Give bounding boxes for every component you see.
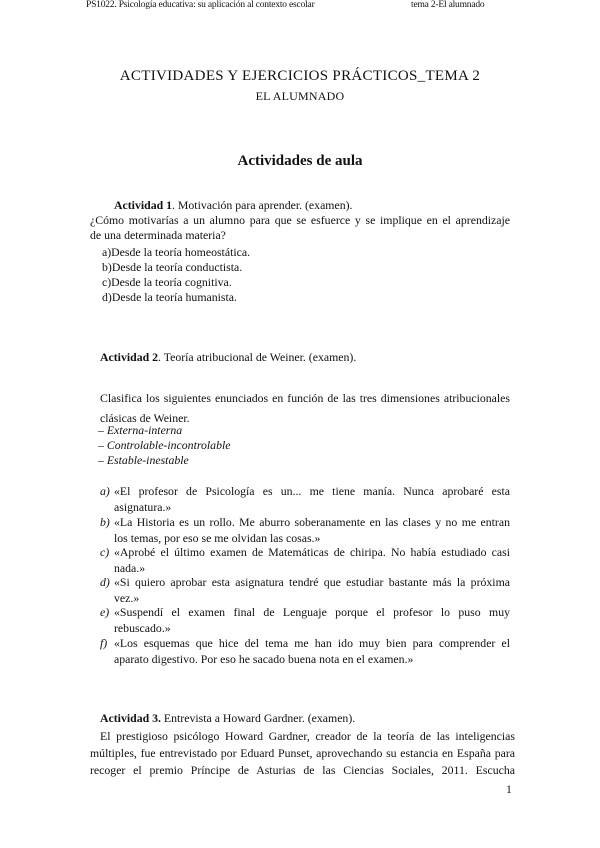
section-title: Actividades de aula (237, 153, 363, 169)
activity-3-paragraph (90, 728, 515, 779)
activity-2-intro (100, 388, 510, 428)
statement-line: «Aprobé el último examen de Matemáticas de chiripa. No había estudiado casi (114, 545, 510, 559)
activity-1-question-line: de una determinada materia? (90, 228, 226, 242)
statement-label: d) (100, 575, 110, 589)
activity-1-label: Actividad 1 (114, 198, 173, 212)
statement-label: f) (100, 636, 108, 650)
statement-item (114, 544, 510, 576)
paragraph-line: El prestigioso psicólogo Howard Gardner, creador de la teoría de las inteligencias (100, 729, 515, 743)
statement-line: vez.» (114, 591, 140, 605)
activity-2-title: . Teoría atribucional de Weiner. (examen). (158, 350, 357, 364)
statement-line: «La Historia es un rollo. Me aburro soberanamente en las clases y no me entran (114, 515, 510, 529)
activity-3-heading (100, 711, 355, 726)
option-item: c)Desde la teoría cognitiva. (102, 275, 232, 289)
dimension-item: – Externa-interna (98, 423, 183, 437)
statement-item (114, 604, 510, 636)
statement-item (114, 635, 510, 667)
dimension-item: – Estable-inestable (98, 453, 189, 467)
document-subtitle: EL ALUMNADO (255, 89, 345, 103)
statement-line: rebuscado.» (114, 621, 171, 635)
statement-line: aparato digestivo. Por eso he sacado buena nota en el examen.» (114, 652, 414, 666)
activity-1-options (102, 245, 250, 305)
option-item: a)Desde la teoría homeostática. (102, 245, 251, 259)
activity-2-label: Actividad 2 (100, 350, 159, 364)
activity-3-title: Entrevista a Howard Gardner. (examen). (160, 711, 356, 725)
document-title: ACTIVIDADES Y EJERCICIOS PRÁCTICOS_TEMA 2 (119, 68, 481, 84)
option-item: d)Desde la teoría humanista. (102, 290, 237, 304)
statement-line: «Suspendí el examen final de Lenguaje porque el profesor lo puso muy (114, 605, 510, 619)
statement-line: los temas, por eso se me olvidan las cosas.» (114, 531, 321, 545)
activity-2-intro-line: clásicas de Weiner. (100, 411, 190, 425)
activity-2-heading (100, 350, 356, 365)
statement-item (114, 483, 510, 515)
statement-item (114, 514, 510, 546)
statement-label: e) (100, 605, 110, 619)
statement-line: «Si quiero aprobar esta asignatura tendré que estudiar bastante más la próxima (114, 575, 510, 589)
running-header-right: tema 2-El alumnado (411, 0, 485, 10)
activity-1-question (90, 213, 510, 243)
statement-line: asignatura.» (114, 500, 172, 514)
statement-label: c) (100, 545, 110, 559)
activity-2-dimensions (98, 423, 230, 468)
statement-item (114, 574, 510, 606)
statement-line: «Los esquemas que hice del tema me han ido muy bien para comprender el (114, 636, 510, 650)
activity-2-intro-line: Clasifica los siguientes enunciados en función de las tres dimensiones atribucionales (100, 391, 510, 405)
statement-label: b) (100, 515, 110, 529)
paragraph-line: múltiples, fue entrevistado por Eduard Punset, aprovechando su estancia en España para (90, 746, 515, 760)
page-number: 1 (506, 782, 512, 796)
activity-3-label: Actividad 3. (100, 711, 161, 725)
statement-line: nada.» (114, 561, 146, 575)
statement-label: a) (100, 484, 110, 498)
activity-1-heading (114, 198, 353, 213)
activity-1-title: . Motivación para aprender. (examen). (172, 198, 353, 212)
option-item: b)Desde la teoría conductista. (102, 260, 243, 274)
dimension-item: – Controlable-incontrolable (98, 438, 231, 452)
paragraph-line: recoger el premio Príncipe de Asturias de las Ciencias Sociales, 2011. Escucha (90, 763, 515, 777)
running-header-left: PS1022. Psicología educativa: su aplicación al contexto escolar (86, 0, 315, 10)
statement-line: «El profesor de Psicología es un... me tiene manía. Nunca aprobaré esta (114, 484, 510, 498)
activity-1-question-line: ¿Cómo motivarías a un alumno para que se esfuerce y se implique en el aprendizaje (90, 213, 510, 227)
